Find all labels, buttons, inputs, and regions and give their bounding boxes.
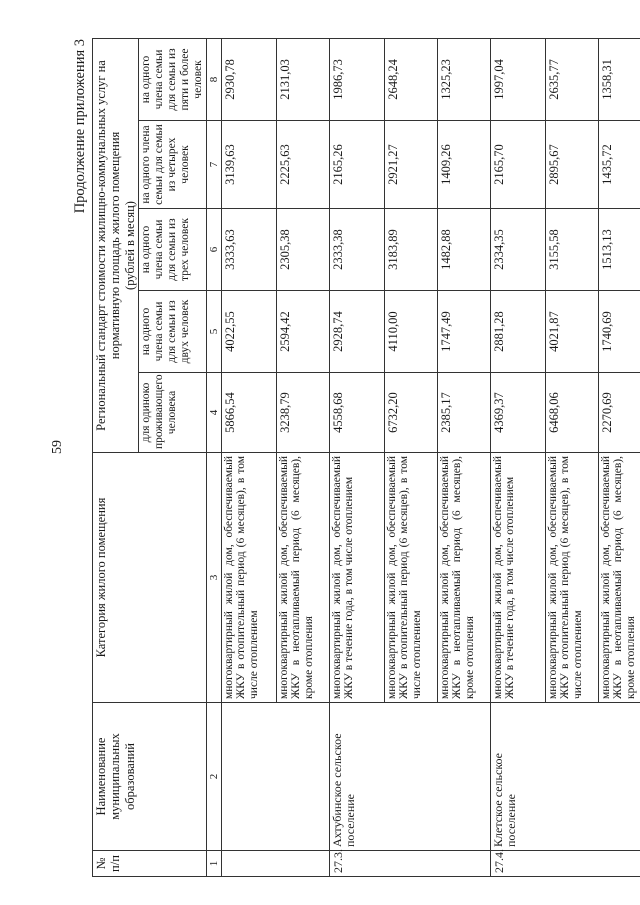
value-family-5plus: 2930,78 [221, 38, 276, 120]
value-family-4: 1435,72 [598, 121, 640, 209]
value-family-2: 2594,42 [276, 291, 329, 373]
value-family-5plus: 1325,23 [437, 38, 490, 120]
standards-table [92, 38, 640, 877]
table-row [490, 38, 545, 876]
municipality-name [221, 703, 329, 851]
value-family-2: 4110,00 [384, 291, 437, 373]
value-single: 6732,20 [384, 373, 437, 453]
value-single: 6468,06 [545, 373, 598, 453]
value-single: 4558,68 [329, 373, 384, 453]
value-family-3: 1513,13 [598, 209, 640, 291]
column-number: 2 [206, 703, 221, 851]
column-number: 7 [206, 121, 221, 209]
value-family-4: 2165,26 [329, 121, 384, 209]
subheader-single: для одиноко проживающего человека [139, 373, 206, 453]
category-text: многоквартирный жилой дом, обеспечиваемый ЖКУ в неотапливаемый период (6 месяцев), кроме отопления [598, 453, 640, 703]
category-text: многоквартирный жилой дом, обеспечиваемый ЖКУ в отопительный период (6 месяцев), в том числе отоплением [221, 453, 276, 703]
value-family-5plus: 1358,31 [598, 38, 640, 120]
row-number: 27.4. [490, 851, 640, 877]
table-row [329, 38, 384, 876]
value-family-3: 3155,58 [545, 209, 598, 291]
value-single: 2385,17 [437, 373, 490, 453]
value-family-3: 2334,35 [490, 209, 545, 291]
category-text: многоквартирный жилой дом, обеспечиваемый ЖКУ в отопительный период (6 месяцев), в том числе отоплением [545, 453, 598, 703]
header-standard-title: Региональный стандарт стоимости жилищно-коммунальных услуг на нормативную площадь жилого помещения [94, 60, 123, 431]
value-family-4: 2921,27 [384, 121, 437, 209]
subheader-family-2: на одного члена семьи для семьи из двух человек [139, 291, 206, 373]
row-number [221, 851, 329, 877]
category-text: многоквартирный жилой дом, обеспечиваемый ЖКУ в неотапливаемый период (6 месяцев), кроме отопления [437, 453, 490, 703]
row-number: 27.3. [329, 851, 490, 877]
category-text: многоквартирный жилой дом, обеспечиваемый ЖКУ в неотапливаемый период (6 месяцев), кроме отопления [276, 453, 329, 703]
value-family-3: 2333,38 [329, 209, 384, 291]
header-category: Категория жилого помещения [93, 453, 207, 703]
value-family-2: 4021,87 [545, 291, 598, 373]
column-number: 5 [206, 291, 221, 373]
value-family-5plus: 2648,24 [384, 38, 437, 120]
value-single: 2270,69 [598, 373, 640, 453]
value-family-3: 2305,38 [276, 209, 329, 291]
value-family-2: 2928,74 [329, 291, 384, 373]
category-text: многоквартирный жилой дом, обеспечиваемый ЖКУ в течение года, в том числе отоплением [329, 453, 384, 703]
page-number: 59 [50, 440, 65, 454]
column-number: 4 [206, 373, 221, 453]
column-number: 1 [206, 851, 221, 877]
header-number: № п/п [93, 851, 207, 877]
value-single: 4369,37 [490, 373, 545, 453]
category-text: многоквартирный жилой дом, обеспечиваемый ЖКУ в отопительный период (6 месяцев), в том числе отоплением [384, 453, 437, 703]
value-family-5plus: 2635,77 [545, 38, 598, 120]
value-family-5plus: 2131,03 [276, 38, 329, 120]
value-family-4: 2225,63 [276, 121, 329, 209]
subheader-family-4: на одного члена семьи для семьи из четырех человек [139, 121, 206, 209]
value-family-2: 4022,55 [221, 291, 276, 373]
header-municipality: Наименование муниципальных образований [93, 703, 207, 851]
value-family-2: 1747,49 [437, 291, 490, 373]
subheader-family-5plus: на одного члена семьи для семьи из пяти и более человек [139, 38, 206, 120]
document-page [30, 17, 638, 877]
value-family-4: 3139,63 [221, 121, 276, 209]
value-single: 3238,79 [276, 373, 329, 453]
appendix-label: Продолжение приложения 3 [72, 39, 88, 214]
subheader-family-3: на одного члена семьи для семьи из трех человек [139, 209, 206, 291]
value-family-4: 2165,70 [490, 121, 545, 209]
value-family-4: 1409,26 [437, 121, 490, 209]
value-family-2: 2881,28 [490, 291, 545, 373]
header-standard [93, 38, 139, 452]
column-number: 8 [206, 38, 221, 120]
value-family-3: 1482,88 [437, 209, 490, 291]
column-number: 6 [206, 209, 221, 291]
header-unit: (рублей в месяц) [122, 201, 137, 290]
municipality-name: Ахтубинское сельское поселение [329, 703, 490, 851]
value-family-4: 2895,67 [545, 121, 598, 209]
column-number: 3 [206, 453, 221, 703]
value-family-3: 3183,89 [384, 209, 437, 291]
value-family-5plus: 1986,73 [329, 38, 384, 120]
value-family-5plus: 1997,04 [490, 38, 545, 120]
category-text: многоквартирный жилой дом, обеспечиваемый ЖКУ в течение года, в том числе отоплением [490, 453, 545, 703]
municipality-name: Клетское сельское поселение [490, 703, 640, 851]
value-single: 5866,54 [221, 373, 276, 453]
value-family-2: 1740,69 [598, 291, 640, 373]
table-row [221, 38, 276, 876]
value-family-3: 3333,63 [221, 209, 276, 291]
